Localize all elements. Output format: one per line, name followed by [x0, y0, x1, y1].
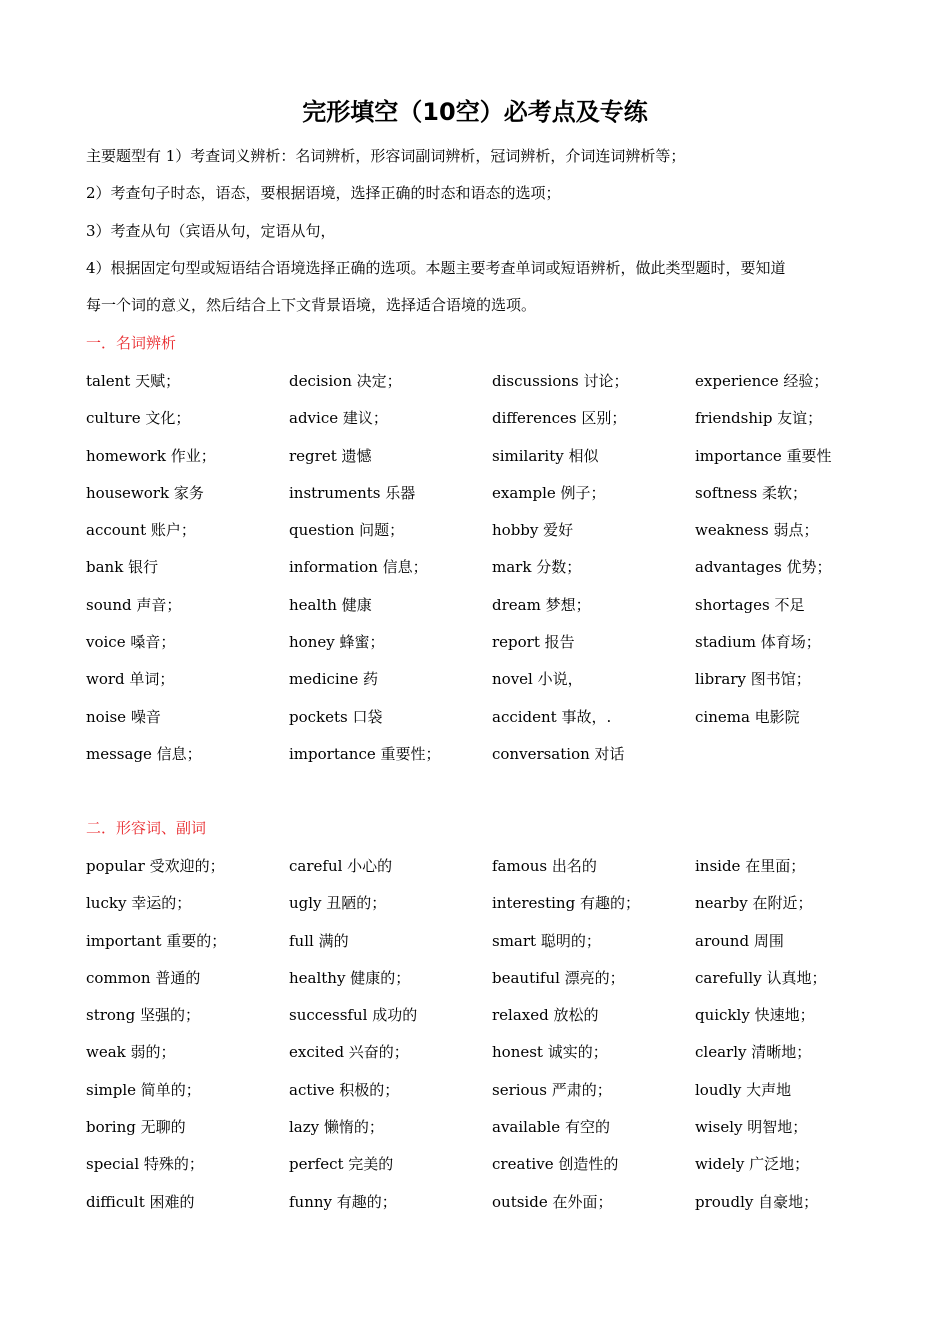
vocab-entry: successful 成功的 — [289, 1006, 418, 1025]
vocab-entry: decision 决定； — [289, 372, 402, 390]
vocab-entry: medicine 药 — [289, 670, 379, 689]
vocab-entry: popular 受欢迎的； — [86, 857, 225, 875]
vocab-entry: softness 柔软； — [695, 483, 808, 502]
vocab-entry: advice 建议； — [289, 409, 388, 428]
vocab-entry: outside 在外面； — [492, 1192, 613, 1211]
vocab-entry: simple 简单的； — [86, 1080, 201, 1099]
vocab-entry: important 重要的； — [86, 931, 227, 950]
vocab-row — [86, 667, 906, 704]
vocab-entry: voice 嗓音； — [86, 633, 176, 652]
vocab-entry: discussions 讨论； — [492, 372, 629, 390]
vocab-entry: shortages 不足 — [695, 595, 805, 614]
vocab-entry: message 信息； — [86, 744, 202, 763]
vocab-entry: nearby 在附近； — [695, 894, 813, 913]
vocab-entry: creative 创造性的 — [492, 1155, 619, 1174]
vocab-entry: weakness 弱点； — [695, 521, 819, 540]
vocab-row — [86, 891, 906, 928]
vocab-entry: clearly 清晰地； — [695, 1043, 812, 1062]
vocab-entry: beautiful 漂亮的； — [492, 968, 625, 987]
vocab-entry: talent 天赋； — [86, 372, 181, 390]
intro-line: 主要题型有 1）考查词义辨析：名词辨析，形容词副词辨析，冠词辨析，介词连词辨析等； — [86, 147, 686, 165]
vocab-entry: conversation 对话 — [492, 744, 625, 763]
vocab-entry: proudly 自豪地； — [695, 1192, 819, 1211]
vocab-entry: excited 兴奋的； — [289, 1043, 409, 1062]
vocab-entry: weak 弱的； — [86, 1043, 176, 1062]
vocab-entry: available 有空的 — [492, 1118, 610, 1137]
vocab-row — [86, 742, 906, 779]
vocab-entry: pockets 口袋 — [289, 707, 383, 726]
vocab-entry: ugly 丑陋的； — [289, 894, 387, 913]
vocab-entry: dream 梦想； — [492, 595, 591, 614]
vocab-row — [86, 966, 906, 1003]
vocab-entry: friendship 友谊； — [695, 409, 823, 428]
vocab-entry: account 账户； — [86, 521, 196, 540]
vocab-entry: sound 声音； — [86, 595, 182, 614]
vocab-entry: advantages 优势； — [695, 558, 832, 577]
vocab-entry: instruments 乐器 — [289, 483, 416, 502]
vocab-entry: word 单词； — [86, 670, 175, 689]
vocab-entry: health 健康 — [289, 595, 372, 614]
vocab-row — [86, 1190, 906, 1227]
vocab-entry: loudly 大声地 — [695, 1080, 792, 1099]
vocab-entry: housework 家务 — [86, 483, 204, 502]
vocab-entry: report 报告 — [492, 633, 575, 652]
vocab-row — [86, 406, 906, 443]
intro-line: 3）考查从句（宾语从句，定语从句， — [86, 221, 336, 240]
vocab-entry: boring 无聊的 — [86, 1118, 186, 1137]
intro-line: 4）根据固定句型或短语结合语境选择正确的选项。本题主要考查单词或短语辨析，做此类型题时，要知道 — [86, 258, 786, 277]
vocab-row — [86, 1040, 906, 1077]
vocab-entry: experience 经验； — [695, 372, 829, 390]
vocab-row — [86, 1115, 906, 1152]
vocab-entry: lazy 懒惰的； — [289, 1118, 384, 1137]
vocab-row — [86, 593, 906, 630]
intro-line: 每一个词的意义，然后结合上下文背景语境，选择适合语境的选项。 — [86, 296, 537, 315]
vocab-entry: similarity 相似 — [492, 446, 599, 465]
intro-line: 2）考查句子时态，语态，要根据语境，选择正确的时态和语态的选项； — [86, 184, 561, 203]
vocab-entry: famous 出名的 — [492, 857, 597, 875]
vocab-entry: homework 作业； — [86, 446, 216, 465]
vocab-entry: accident 事故，. — [492, 707, 612, 726]
vocab-row — [86, 444, 906, 481]
vocab-row — [86, 929, 906, 966]
vocab-entry: around 周围 — [695, 931, 784, 950]
section-heading-adjectives-adverbs: 二．形容词、副词 — [86, 819, 207, 837]
vocab-entry: inside 在里面； — [695, 857, 806, 875]
vocab-row — [86, 518, 906, 555]
vocab-entry: funny 有趣的； — [289, 1192, 397, 1211]
vocab-entry: wisely 明智地； — [695, 1118, 808, 1137]
vocab-entry: relaxed 放松的 — [492, 1006, 599, 1025]
vocab-entry: special 特殊的； — [86, 1155, 204, 1174]
vocab-entry: careful 小心的 — [289, 857, 393, 875]
vocab-row — [86, 555, 906, 592]
vocab-entry: healthy 健康的； — [289, 968, 411, 987]
vocab-entry: honest 诚实的； — [492, 1043, 608, 1062]
vocab-entry: hobby 爱好 — [492, 521, 574, 540]
vocab-entry: full 满的 — [289, 931, 349, 950]
vocab-entry: strong 坚强的； — [86, 1006, 200, 1025]
vocab-entry: bank 银行 — [86, 558, 159, 577]
vocab-entry: information 信息； — [289, 558, 428, 577]
vocab-row — [86, 630, 906, 667]
vocab-row — [86, 369, 906, 406]
vocab-entry: library 图书馆； — [695, 670, 811, 689]
vocab-entry: importance 重要性； — [289, 744, 441, 763]
vocab-entry: novel 小说， — [492, 670, 583, 689]
vocab-entry: regret 遗憾 — [289, 446, 372, 465]
vocab-entry: smart 聪明的； — [492, 931, 601, 950]
vocab-entry: lucky 幸运的； — [86, 894, 192, 913]
vocab-entry: question 问题； — [289, 521, 405, 540]
vocab-entry: honey 蜂蜜； — [289, 633, 385, 652]
vocab-entry: quickly 快速地； — [695, 1006, 815, 1025]
vocab-row — [86, 1003, 906, 1040]
noun-vocabulary-table — [86, 369, 906, 779]
adjective-adverb-vocabulary-table — [86, 854, 906, 1227]
vocab-entry: carefully 认真地； — [695, 968, 827, 987]
vocab-entry: differences 区别； — [492, 409, 627, 428]
section-heading-nouns: 一．名词辨析 — [86, 334, 177, 352]
vocab-entry: serious 严肃的； — [492, 1080, 612, 1099]
vocab-entry: importance 重要性 — [695, 446, 832, 465]
vocab-entry: interesting 有趣的； — [492, 894, 640, 913]
vocab-entry: mark 分数； — [492, 558, 582, 577]
intro-paragraph — [86, 138, 876, 324]
vocab-entry: cinema 电影院 — [695, 707, 800, 726]
vocab-row — [86, 854, 906, 891]
vocab-entry: active 积极的； — [289, 1080, 400, 1099]
vocab-row — [86, 705, 906, 742]
vocab-row — [86, 1078, 906, 1115]
vocab-row — [86, 481, 906, 518]
vocab-row — [86, 1152, 906, 1189]
vocab-entry: culture 文化； — [86, 409, 191, 428]
vocab-entry: noise 噪音 — [86, 707, 161, 726]
vocab-entry: stadium 体育场； — [695, 633, 821, 652]
vocab-entry: perfect 完美的 — [289, 1155, 394, 1174]
vocab-entry: example 例子； — [492, 483, 606, 502]
vocab-entry: common 普通的 — [86, 968, 201, 987]
vocab-entry: widely 广泛地； — [695, 1155, 810, 1174]
vocab-entry: difficult 困难的 — [86, 1192, 195, 1211]
page-title: 完形填空（10空）必考点及专练 — [302, 98, 648, 126]
